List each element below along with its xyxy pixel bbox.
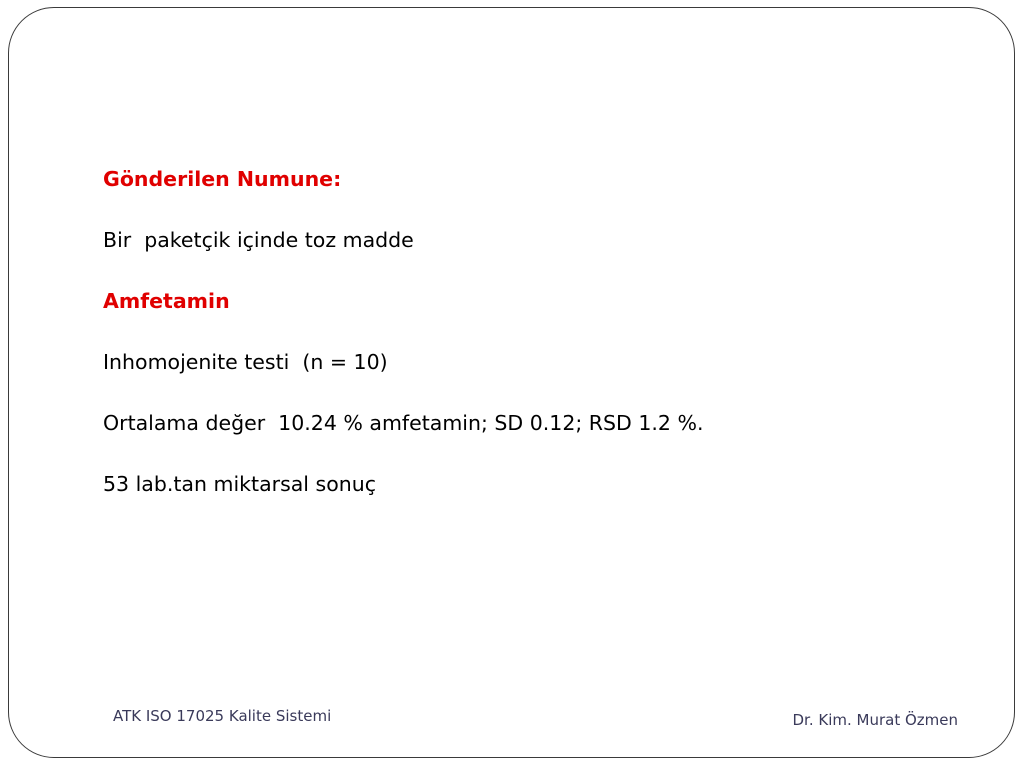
section-heading-sample: Gönderilen Numune: <box>103 167 342 191</box>
slide-content <box>103 165 963 531</box>
footer-left-text: ATK ISO 17025 Kalite Sistemi <box>113 707 332 725</box>
substance-heading: Amfetamin <box>103 289 230 313</box>
sample-description: Bir paketçik içinde toz madde <box>103 228 414 252</box>
mean-value-stats: Ortalama değer 10.24 % amfetamin; SD 0.12; RSD 1.2 %. <box>103 411 704 435</box>
homogeneity-test: Inhomojenite testi (n = 10) <box>103 350 388 374</box>
footer-right-text: Dr. Kim. Murat Özmen <box>792 711 958 729</box>
lab-results-count: 53 lab.tan miktarsal sonuç <box>103 472 376 496</box>
